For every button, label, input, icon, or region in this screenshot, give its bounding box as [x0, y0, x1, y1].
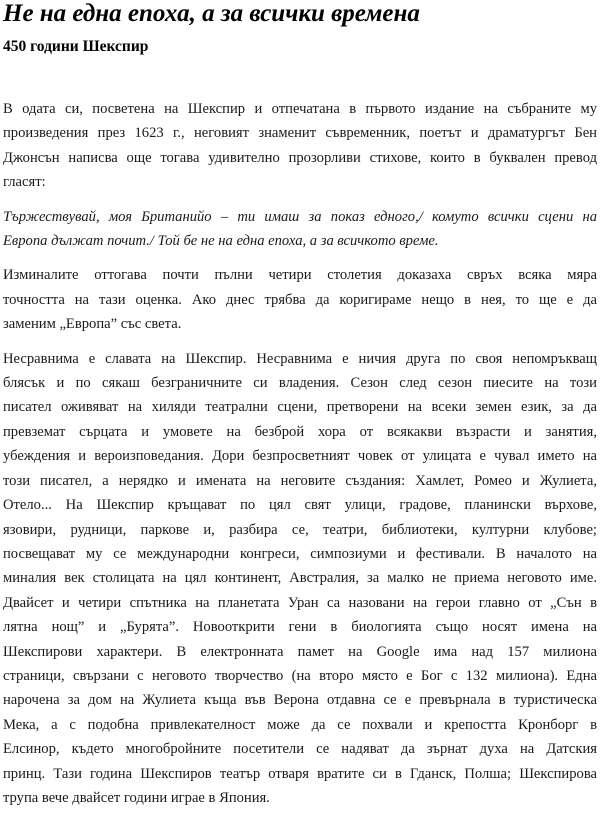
- paragraph: [3, 263, 597, 336]
- text-line: язовири, рудници, паркове и, разбира се, театри, библиотеки, културни клубове;: [3, 521, 597, 538]
- text-line: посвещават му се международни конгреси, симпозиуми и фестивали. В началото на: [3, 545, 597, 562]
- text-line: Елсинор, където многобройните посетители се надяват да зърнат духа на Датския: [3, 741, 597, 758]
- text-line: писател оживяват на хиляди театрални сцени, претворени на всеки земен език, за да: [3, 399, 597, 416]
- text-line: В одата си, посветена на Шекспир и отпечатана в първото издание на събраните му: [3, 101, 597, 117]
- text-line: Мека, а с подобна привлекателност може да се похвали и крепостта Кронборг в: [3, 716, 597, 733]
- text-line: страници, свързани с неговото творчество (на второ място е Бог с 132 милиона). Една: [3, 667, 597, 684]
- article-body: [3, 97, 597, 820]
- text-line: гласят:: [3, 174, 46, 191]
- text-line: точността на тази оценка. Ако днес трябва да коригираме нещо в нея, то ще е да: [3, 291, 597, 308]
- text-line: миналия век столицата на цял континент, Австралия, за малко не приема неговото име.: [3, 570, 597, 587]
- text-line: заменим „Европа” със света.: [3, 316, 182, 333]
- article-title: Не на една епоха, а за всички времена: [3, 0, 420, 27]
- text-line: Отело... На Шекспир кръщават по цял свят улици, градове, планински върхове,: [3, 497, 597, 514]
- text-line: Шекспирови характери. В електронната памет на Google има над 157 милиона: [3, 643, 597, 660]
- text-line: този писател, а нерядко и имената на неговите създания: Хамлет, Ромео и Жулиета,: [3, 472, 597, 489]
- text-line: блясък и по сякаш безграничните си владения. Сезон след сезон пиесите на този: [3, 375, 597, 392]
- text-line: трупа вече двайсет години играе в Япония.: [3, 789, 270, 806]
- quote-paragraph: [3, 205, 597, 254]
- paragraph: [3, 97, 597, 195]
- text-line: Тържествувай, моя Британийо – ти имаш за показ едного,/ комуто всички сцени на: [3, 208, 597, 225]
- text-line: произведения през 1623 г., неговият знаменит съвременник, поетът и драматургът Бен: [3, 125, 597, 142]
- text-line: лятна нощ” и „Бурята”. Новооткрити гени в биологията също носят имена на: [3, 619, 597, 636]
- text-line: убеждения и вероизповедания. Дори безпросветният човек от улицата е чувал името на: [3, 448, 597, 465]
- text-line: Джонсън написва още тогава удивително прозорливи стихове, които в буквален превод: [3, 149, 597, 166]
- text-line: Европа дължат почит./ Той бе не на една епоха, а за всичкото време.: [3, 233, 439, 250]
- text-line: Несравнима е славата на Шекспир. Несравнима е ничия друга по своя непомръкващ: [3, 350, 597, 367]
- text-line: Двайсет и четири спътника на планетата Уран са назовани на герои главно от „Сън в: [3, 594, 597, 611]
- text-line: нарочена за дом на Жулиета къща във Верона отдавна се е превърнала в туристическа: [3, 692, 597, 709]
- article-subtitle: 450 години Шекспир: [3, 38, 149, 55]
- text-line: принц. Тази година Шекспиров театър отваря вратите си в Гданск, Полша; Шекспирова: [3, 765, 597, 782]
- text-line: превземат сърцата и умовете на безброй хора от всякакви възрасти и занятия,: [3, 423, 597, 440]
- paragraph: [3, 347, 597, 811]
- text-line: Изминалите оттогава почти пълни четири столетия доказаха свръх всяка мяра: [3, 267, 597, 284]
